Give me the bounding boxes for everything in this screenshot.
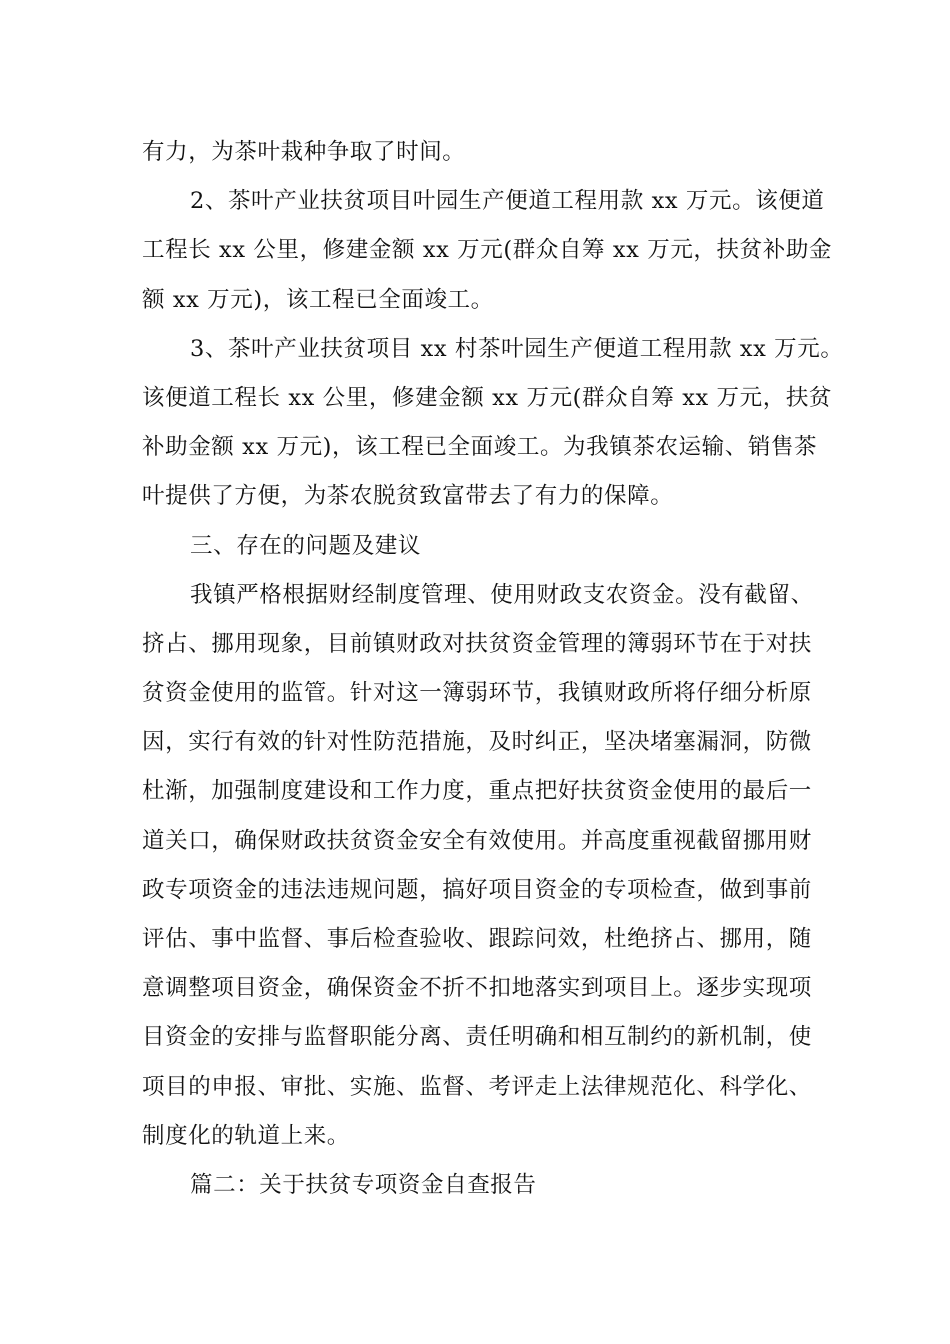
part-title: 篇二：关于扶贫专项资金自查报告	[190, 1171, 537, 1198]
section-heading-problems	[142, 522, 812, 571]
section-title: 三、存在的问题及建议	[190, 532, 422, 559]
paragraph-item-2	[142, 177, 833, 325]
text-line: 贫资金使用的监管。针对这一簿弱环节，我镇财政所将仔细分析原	[142, 680, 812, 707]
paragraph-continuation	[142, 128, 812, 177]
paragraph-problems-body	[142, 571, 812, 1161]
paragraph-item-3	[142, 325, 844, 522]
text-line: 因，实行有效的针对性防范措施，及时纠正，坚决堵塞漏洞，防微	[142, 729, 812, 756]
text-line: 叶提供了方便，为茶农脱贫致富带去了有力的保障。	[142, 483, 674, 510]
text-line: 挤占、挪用现象，目前镇财政对扶贫资金管理的簿弱环节在于对扶	[142, 630, 812, 657]
text-line: 3、茶叶产业扶贫项目 xx 村茶叶园生产便道工程用款 xx 万元。	[190, 335, 844, 362]
text-line: 工程长 xx 公里，修建金额 xx 万元(群众自筹 xx 万元，扶贫补助金	[142, 237, 833, 264]
text-line: 该便道工程长 xx 公里，修建金额 xx 万元(群众自筹 xx 万元，扶贫	[142, 384, 833, 411]
text-line: 项目的申报、审批、实施、监督、考评走上法律规范化、科学化、	[142, 1073, 812, 1100]
document-body	[142, 128, 844, 1210]
text-line: 评估、事中监督、事后检查验收、跟踪问效，杜绝挤占、挪用，随	[142, 926, 812, 952]
text-line: 我镇严格根据财经制度管理、使用财政支农资金。没有截留、	[190, 581, 814, 608]
text-line: 2、茶叶产业扶贫项目叶园生产便道工程用款 xx 万元。该便道	[190, 188, 825, 215]
text-line: 有力，为茶叶栽种争取了时间。	[142, 139, 466, 165]
text-line: 杜渐，加强制度建设和工作力度，重点把好扶贫资金使用的最后一	[142, 778, 812, 805]
text-line: 政专项资金的违法违规问题，搞好项目资金的专项检查，做到事前	[142, 876, 812, 903]
text-line: 制度化的轨道上来。	[142, 1122, 350, 1149]
part-2-heading	[142, 1161, 812, 1210]
text-line: 目资金的安排与监督职能分离、责任明确和相互制约的新机制，使	[142, 1024, 812, 1051]
text-line: 额 xx 万元)，该工程已全面竣工。	[142, 286, 494, 313]
text-line: 道关口，确保财政扶贫资金安全有效使用。并高度重视截留挪用财	[142, 827, 812, 854]
text-line: 补助金额 xx 万元)，该工程已全面竣工。为我镇茶农运输、销售茶	[142, 434, 818, 461]
text-line: 意调整项目资金，确保资金不折不扣地落实到项目上。逐步实现项	[142, 975, 812, 1002]
